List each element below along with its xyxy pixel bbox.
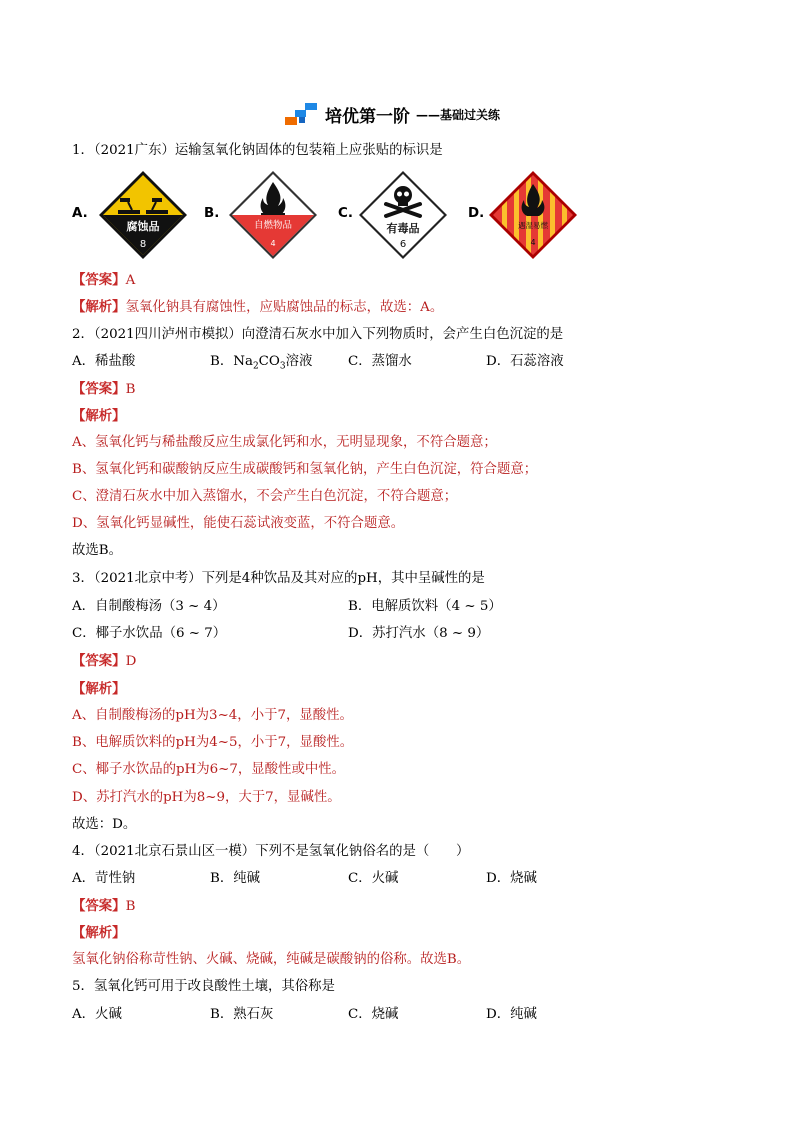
q4-analysis-tag: 【解析】	[72, 925, 126, 941]
analysis-text: 氢氧化钠具有腐蚀性，应贴腐蚀品的标志，故选：A。	[125, 300, 444, 315]
q4-analysis-text: 氢氧化钠俗称苛性钠、火碱、烧碱，纯碱是碳酸钠的俗称。故选B。	[72, 952, 471, 967]
q1-stem: 1．（2021广东）运输氢氧化钠固体的包装箱上应张贴的标识是	[72, 143, 443, 158]
q3-analysis-line: D、苏打汽水的pH为8~9，大于7，显碱性。	[72, 790, 341, 805]
q4-stem: 4．（2021北京石景山区一模）下列不是氢氧化钠俗名的是（ ）	[72, 844, 470, 859]
q2-option-b-sub1: 2	[252, 361, 259, 372]
answer-tag: 【答案】	[72, 898, 126, 914]
q3-analysis-line: B、电解质饮料的pH为4~5，小于7，显酸性。	[72, 735, 354, 750]
q1-answer	[72, 270, 135, 291]
q1-option-b-label: B.	[204, 206, 220, 221]
q2-option-c: C．蒸馏水	[348, 354, 412, 369]
q2-conclusion: 故选B。	[72, 543, 123, 558]
toxic-sign-number: 6	[399, 239, 407, 250]
title-main: 培优第一阶	[325, 106, 410, 127]
q4-options	[72, 869, 692, 889]
q1-option-d-label: D.	[468, 206, 485, 221]
corrosive-sign-text: 腐蚀品	[126, 220, 160, 233]
q2-option-d: D．石蕊溶液	[486, 354, 564, 369]
answer-tag: 【答案】	[72, 381, 126, 397]
q2-analysis-line: A、氢氧化钙与稀盐酸反应生成氯化钙和水，无明显现象，不符合题意；	[72, 435, 497, 450]
wet-sign-text: 遇湿易燃	[518, 221, 548, 230]
q1-option-a-label: A.	[72, 206, 88, 221]
answer-value: B	[125, 382, 136, 397]
combustion-sign-text: 自燃物品	[253, 220, 293, 231]
q2-analysis-line: C、澄清石灰水中加入蒸馏水，不会产生白色沉淀，不符合题意；	[72, 489, 458, 504]
q3-conclusion: 故选：D。	[72, 817, 137, 832]
analysis-tag: 【解析】	[72, 299, 126, 315]
toxic-sign-text: 有毒品	[386, 222, 420, 235]
q1-option-c-label: C.	[338, 206, 353, 221]
q3-options-row1	[72, 597, 692, 617]
q5-option-d: D．纯碱	[486, 1007, 537, 1022]
q3-options-row2	[72, 624, 692, 644]
q2-analysis-line: D、氢氧化钙显碱性，能使石蕊试液变蓝，不符合题意。	[72, 516, 405, 531]
q1-sign-options	[72, 170, 592, 260]
answer-value: D	[125, 654, 137, 669]
q2-option-b	[210, 352, 312, 377]
q2-answer	[72, 379, 135, 400]
toxic-sign-icon	[358, 170, 448, 260]
q2-option-a: A．稀盐酸	[72, 354, 136, 369]
q4-option-c: C．火碱	[348, 871, 399, 886]
q5-option-a: A．火碱	[72, 1007, 122, 1022]
q5-option-c: C．烧碱	[348, 1007, 399, 1022]
answer-tag: 【答案】	[72, 272, 126, 288]
combustion-sign-number: 4	[270, 239, 276, 248]
q2-option-b-sub2: 3	[279, 361, 286, 372]
section-title	[283, 100, 500, 128]
q2-analysis-line: B、氢氧化钙和碳酸钠反应生成碳酸钙和氢氧化钠，产生白色沉淀，符合题意；	[72, 462, 538, 477]
q4-option-d: D．烧碱	[486, 871, 537, 886]
q3-option-b: B．电解质饮料（4 ~ 5）	[348, 599, 502, 614]
wet-sign-number: 4	[530, 238, 536, 247]
q3-option-c: C．椰子水饮品（6 ~ 7）	[72, 626, 227, 641]
answer-tag: 【答案】	[72, 653, 126, 669]
corrosive-sign-number: 8	[139, 239, 147, 250]
q3-answer	[72, 651, 136, 672]
q4-option-b: B．纯碱	[210, 871, 261, 886]
answer-value: A	[125, 273, 136, 288]
q2-analysis-tag: 【解析】	[72, 408, 126, 424]
q5-stem: 5．氢氧化钙可用于改良酸性土壤，其俗称是	[72, 979, 335, 994]
q3-analysis-line: A、自制酸梅汤的pH为3~4，小于7，显酸性。	[72, 708, 353, 723]
q4-answer	[72, 896, 135, 917]
stairs-logo-icon	[283, 101, 319, 127]
q3-option-a: A．自制酸梅汤（3 ~ 4）	[72, 599, 226, 614]
q3-analysis-line: C、椰子水饮品的pH为6~7，显酸性或中性。	[72, 762, 346, 777]
dangerous-when-wet-sign-icon	[488, 170, 578, 260]
q3-option-d: D．苏打汽水（8 ~ 9）	[348, 626, 490, 641]
q4-option-a: A．苛性钠	[72, 871, 136, 886]
q5-option-b: B．熟石灰	[210, 1007, 274, 1022]
q2-option-b-post: 溶液	[285, 354, 313, 369]
q5-options	[72, 1005, 692, 1025]
q3-stem: 3．（2021北京中考）下列是4种饮品及其对应的pH，其中呈碱性的是	[72, 571, 485, 586]
q2-option-b-pre: B．Na	[210, 354, 253, 369]
spontaneous-combustion-sign-icon	[228, 170, 318, 260]
q1-analysis	[72, 297, 443, 318]
q2-stem: 2．（2021四川泸州市模拟）向澄清石灰水中加入下列物质时，会产生白色沉淀的是	[72, 327, 564, 342]
answer-value: B	[125, 899, 136, 914]
q3-analysis-tag: 【解析】	[72, 681, 126, 697]
q2-options	[72, 352, 692, 372]
q2-option-b-mid: CO	[258, 354, 280, 369]
corrosive-sign-icon	[98, 170, 188, 260]
title-sub: ——基础过关练	[416, 107, 501, 122]
